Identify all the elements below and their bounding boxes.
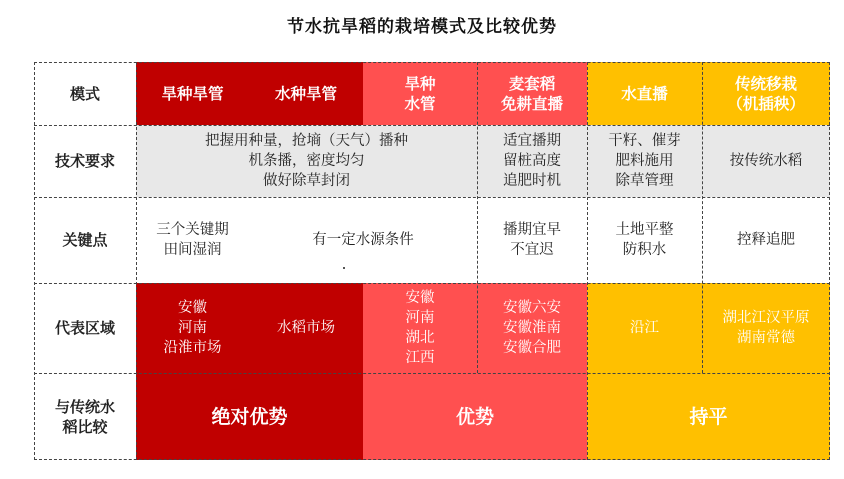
compare-advantage: 优势 bbox=[363, 373, 587, 460]
grid-line bbox=[829, 62, 830, 460]
grid-line bbox=[587, 62, 588, 460]
mode-wheat-interplant-no-till: 麦套稻 免耕直播 bbox=[477, 62, 587, 125]
grid-line bbox=[34, 125, 830, 126]
key-dry-dry: 三个关键期 田间湿润 bbox=[156, 222, 229, 258]
row-label-tech: 技术要求 bbox=[54, 152, 115, 170]
grid-line bbox=[136, 62, 137, 460]
page-title: 节水抗旱稻的栽培模式及比较优势 bbox=[287, 17, 557, 37]
row-label-region: 代表区域 bbox=[54, 319, 115, 337]
row-label-key: 关键点 bbox=[62, 231, 108, 249]
grid-line bbox=[477, 62, 478, 373]
grid-line bbox=[34, 62, 830, 63]
comparison-table bbox=[34, 62, 830, 460]
mode-dry-sow-water-manage: 旱种 水管 bbox=[363, 62, 477, 125]
row-label-compare: 与传统水 稻比较 bbox=[54, 397, 115, 436]
tech-transplant: 按传统水稻 bbox=[702, 125, 830, 197]
region-water-dry: 水稻市场 bbox=[249, 283, 363, 373]
stray-dot bbox=[343, 267, 345, 269]
grid-line bbox=[34, 62, 35, 460]
tech-wheat: 适宜播期 留桩高度 追肥时机 bbox=[477, 125, 587, 197]
region-dry-water: 安徽 河南 湖北 江西 bbox=[363, 283, 477, 373]
mode-traditional-transplant: 传统移栽 （机插秧） bbox=[702, 62, 830, 125]
tech-shared: 把握用种量，抢墒（天气）播种 机条播，密度均匀 做好除草封闭 bbox=[136, 125, 477, 197]
grid-line bbox=[34, 197, 830, 198]
region-wheat: 安徽六安 安徽淮南 安徽合肥 bbox=[477, 283, 587, 373]
key-shared: 有一定水源条件 bbox=[312, 232, 414, 248]
grid-line bbox=[34, 459, 830, 460]
mode-dry-sow-dry-manage: 旱种旱管 bbox=[136, 62, 249, 125]
compare-absolute-advantage: 绝对优势 bbox=[136, 373, 363, 460]
row-label-mode: 模式 bbox=[69, 84, 100, 103]
region-dry-dry: 安徽 河南 沿淮市场 bbox=[136, 283, 249, 373]
region-direct: 沿江 bbox=[587, 283, 702, 373]
region-transplant: 湖北江汉平原 湖南常德 bbox=[702, 283, 830, 373]
key-wheat: 播期宜早 不宜迟 bbox=[503, 222, 561, 258]
grid-line bbox=[702, 62, 703, 373]
mode-water-direct-seeding: 水直播 bbox=[587, 62, 702, 125]
compare-equal: 持平 bbox=[587, 373, 830, 460]
key-direct: 土地平整 防积水 bbox=[615, 222, 674, 258]
grid-line bbox=[34, 283, 830, 284]
key-transplant: 控释追肥 bbox=[737, 232, 795, 248]
tech-direct: 干籽、催芽 肥料施用 除草管理 bbox=[587, 125, 702, 197]
grid-line bbox=[34, 373, 830, 374]
mode-water-sow-dry-manage: 水种旱管 bbox=[249, 62, 363, 125]
